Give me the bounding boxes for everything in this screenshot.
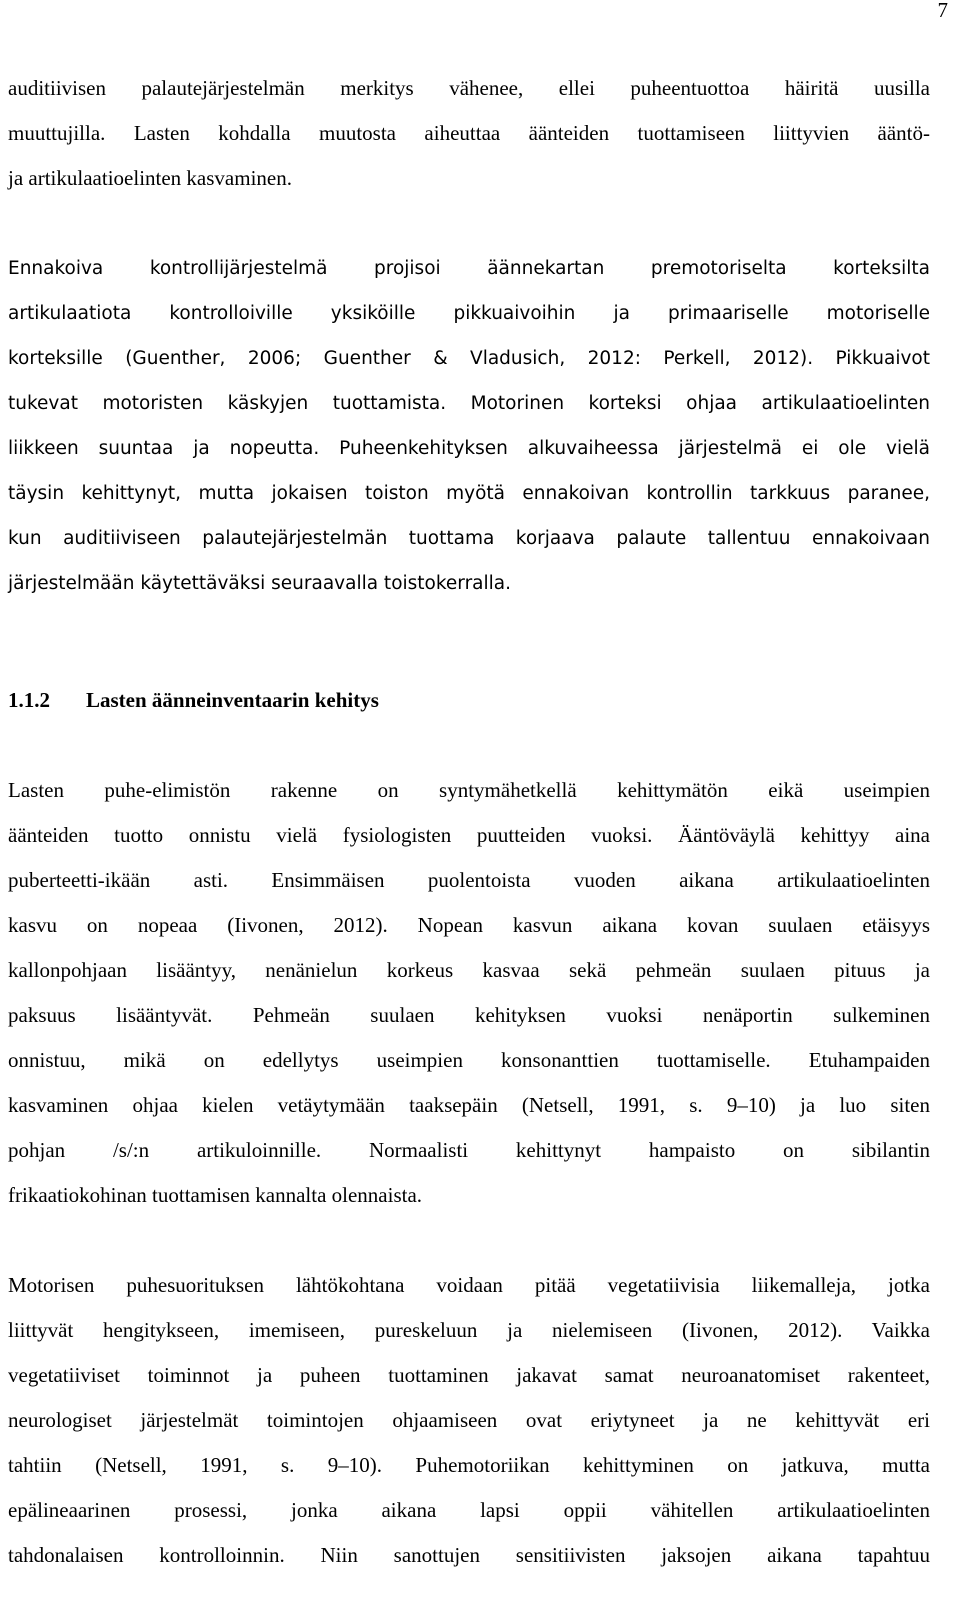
paragraph-gap [8,201,930,246]
paragraph-gap [8,651,930,678]
text-line: pohjan /s/:n artikuloinnille. Normaalisti kehittynyt hampaisto on sibilantin [8,1138,930,1162]
text-line: onnistuu, mikä on edellytys useimpien konsonanttien tuottamiselle. Etuhampaiden [8,1048,930,1072]
paragraph-gap [8,723,930,768]
text-line: Ennakoiva kontrollijärjestelmä projisoi äännekartan premotoriselta korteksilta [8,258,930,279]
paragraph-gap [8,606,930,651]
paragraph-2 [8,246,930,606]
text-line: liikkeen suuntaa ja nopeutta. Puheenkehityksen alkuvaiheessa järjestelmä ei ole vielä [8,438,930,459]
text-line: epälineaarinen prosessi, jonka aikana lapsi oppii vähitellen artikulaatioelinten [8,1498,930,1522]
text-line: tahtiin (Netsell, 1991, s. 9–10). Puhemotoriikan kehittyminen on jatkuva, mutta [8,1453,930,1477]
text-line: auditiivisen palautejärjestelmän merkitys vähenee, ellei puheentuottoa häiritä uusilla [8,76,930,100]
paragraph-4 [8,1263,930,1578]
text-line: äänteiden tuotto onnistu vielä fysiologisten puutteiden vuoksi. Ääntöväylä kehittyy aina [8,823,930,847]
paragraph-gap [8,1218,930,1263]
document-body [8,66,930,1578]
text-line: kun auditiiviseen palautejärjestelmän tuottama korjaava palaute tallentuu ennakoivaan [8,528,930,549]
text-line: kasvu on nopeaa (Iivonen, 2012). Nopean kasvun aikana kovan suulaen etäisyys [8,913,930,937]
paragraph-3 [8,768,930,1218]
text-line: paksuus lisääntyvät. Pehmeän suulaen kehityksen vuoksi nenäportin sulkeminen [8,1003,930,1027]
text-line: tukevat motoristen käskyjen tuottamista. Motorinen korteksi ohjaa artikulaatioelinten [8,393,930,414]
text-line: neurologiset järjestelmät toimintojen ohjaamiseen ovat eriytyneet ja ne kehittyvät eri [8,1408,930,1432]
section-number: 1.1.2 [8,688,50,712]
text-line: täysin kehittynyt, mutta jokaisen toiston myötä ennakoivan kontrollin tarkkuus paranee, [8,483,930,504]
text-line: korteksille (Guenther, 2006; Guenther & Vladusich, 2012: Perkell, 2012). Pikkuaivot [8,348,930,369]
page-number: 7 [937,0,948,22]
text-line: Lasten puhe-elimistön rakenne on syntymähetkellä kehittymätön eikä useimpien [8,778,930,802]
text-line: kallonpohjaan lisääntyy, nenänielun korkeus kasvaa sekä pehmeän suulaen pituus ja [8,958,930,982]
paragraph-1 [8,66,930,201]
text-line: artikulaatiota kontrolloiville yksiköille pikkuaivoihin ja primaariselle motoriselle [8,303,930,324]
text-line: liittyvät hengitykseen, imemiseen, pureskeluun ja nielemiseen (Iivonen, 2012). Vaikka [8,1318,930,1342]
text-line: vegetatiiviset toiminnot ja puheen tuottaminen jakavat samat neuroanatomiset rakenteet, [8,1363,930,1387]
text-line: kasvaminen ohjaa kielen vetäytymään taaksepäin (Netsell, 1991, s. 9–10) ja luo siten [8,1093,930,1117]
section-title: Lasten äänneinventaarin kehitys [86,688,379,712]
text-line: järjestelmään käytettäväksi seuraavalla toistokerralla. [8,573,512,594]
text-line: frikaatiokohinan tuottamisen kannalta olennaista. [8,1183,423,1207]
text-line: ja artikulaatioelinten kasvaminen. [8,166,292,190]
text-line: Motorisen puhesuorituksen lähtökohtana voidaan pitää vegetatiivisia liikemalleja, jotka [8,1273,930,1297]
text-line: muuttujilla. Lasten kohdalla muutosta aiheuttaa äänteiden tuottamiseen liittyvien ääntö- [8,121,930,145]
section-heading [8,678,930,723]
text-line: tahdonalaisen kontrolloinnin. Niin sanottujen sensitiivisten jaksojen aikana tapahtuu [8,1543,930,1567]
text-line: puberteetti-ikään asti. Ensimmäisen puolentoista vuoden aikana artikulaatioelinten [8,868,930,892]
